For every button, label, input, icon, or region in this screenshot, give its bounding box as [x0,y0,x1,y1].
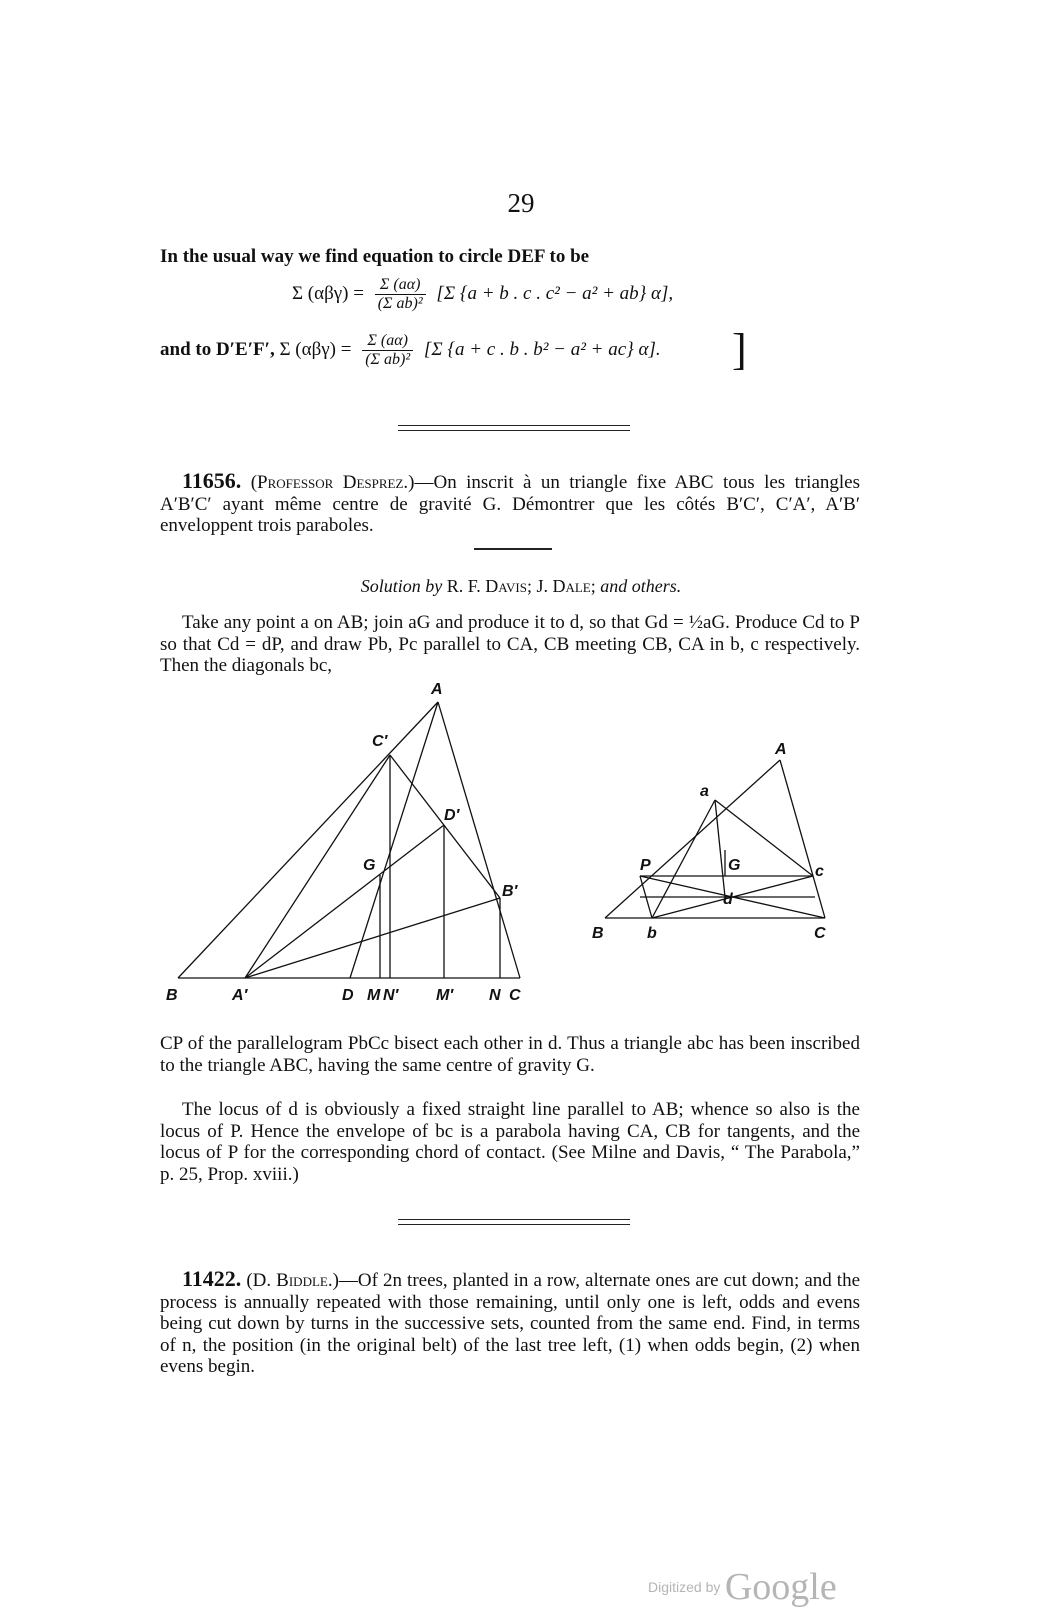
fraction-numerator: Σ (aα) [375,276,426,295]
google-logo: Google [724,1566,837,1608]
label-m: M [367,987,381,1004]
solution-heading [0,576,1042,597]
figure-left-label-layer [160,680,560,1020]
label-small-c: c [815,863,824,880]
solution-separator: ; [526,576,532,596]
figure-right [592,740,860,960]
equation-lhs: Σ (αβγ) = [279,338,352,360]
solution-author: R. F. Davis [446,576,527,596]
equation-rest: [Σ {a + c . b . b² − a² + ac} α]. [423,338,661,360]
label-g: G [728,857,741,874]
problem-11422 [160,1268,860,1378]
line-ba [605,760,780,918]
label-c-prime: C′ [372,733,388,750]
label-n: N [489,987,501,1004]
solution-author: J. Dale [536,576,591,596]
equation-lead: and to D′E′F′, [160,338,275,360]
digitized-watermark [648,1565,837,1609]
fraction-numerator: Σ (aα) [362,332,413,351]
label-a: A [431,681,443,698]
label-c: C [814,925,826,942]
label-b: B [166,987,178,1004]
label-a-prime: A′ [232,987,248,1004]
solution-paragraph-1: Take any point a on AB; join aG and produce it to d, so that Gd = ½aG. Produce Cd to P so that Cd = dP, and draw Pb, Pc parallel to CA, CB meeting CB, CA in b, c respectively. Then the diagonals bc, [160,612,860,676]
label-a: A [775,741,787,758]
figure-left-labels [160,680,560,1020]
equation-fraction [375,276,426,313]
label-m-prime: M′ [436,987,454,1004]
equation-rest: [Σ {a + b . c . c² − a² + ab} α], [436,282,674,304]
label-d-prime: D′ [444,807,460,824]
label-b: B [592,925,604,942]
closing-bracket: ] [732,325,747,374]
problem-proposer: (D. Biddle.) [246,1270,339,1291]
solution-paragraph-3: The locus of d is obviously a fixed straight line parallel to AB; whence so also is the locus of P. Hence the envelope of bc is a parabola having CA, CB for tangents, and the locus of P for the corresponding chord of contact. (See Milne and Davis, “ The Parabola,” p. 25, Prop. xviii.) [160,1099,860,1185]
equation-fraction [362,332,413,369]
section-divider [398,1219,630,1225]
label-n-prime: N′ [383,987,399,1004]
label-d: d [723,891,733,908]
intro-line: In the usual way we find equation to circle DEF to be [160,246,590,267]
problem-text: —On inscrit à un triangle fixe ABC tous les triangles A′B′C′ ayant même centre de gravité G. Démontrer que les côtés B′C′, C′A′, A′B′ enveloppent trois paraboles. [160,472,861,536]
equation-def-prime [160,332,661,369]
line-a-b [652,800,715,918]
problem-proposer: (Professor Desprez.) [250,472,415,493]
short-divider [474,548,552,550]
problem-number: 11422. [182,1266,242,1291]
label-c: C [509,987,521,1004]
label-b-prime: B′ [502,883,518,900]
fraction-denominator: (Σ ab)² [365,351,411,368]
solution-lead: Solution by [360,576,443,596]
line-ac [780,760,825,918]
equation-def [292,276,673,313]
label-small-b: b [647,925,657,942]
problem-number: 11656. [182,468,242,493]
problem-text: —Of 2n trees, planted in a row, alternate ones are cut down; and the process is annually repeated with those remaining, until only one is left, odds and evens being cut down by turns in the successive sets, counted from the same end. Find, in terms of n, the position (in the original belt) of the last tree left, (1) when odds begin, (2) when evens begin. [160,1270,861,1377]
label-d: D [342,987,354,1004]
label-p: P [640,857,651,874]
solution-separator: ; [590,576,596,596]
problem-11656 [160,470,860,537]
watermark-small-text: Digitized by [648,1579,721,1595]
fraction-denominator: (Σ ab)² [377,295,423,312]
section-divider [398,425,630,431]
equation-lhs: Σ (αβγ) = [292,282,364,304]
solution-paragraph-2: CP of the parallelogram PbCc bisect each other in d. Thus a triangle abc has been inscribed to the triangle ABC, having the same centre of gravity G. [160,1033,860,1076]
label-small-a: a [700,783,709,800]
label-g: G [363,857,376,874]
solution-tail: and others. [600,576,682,596]
page-number: 29 [507,188,535,218]
